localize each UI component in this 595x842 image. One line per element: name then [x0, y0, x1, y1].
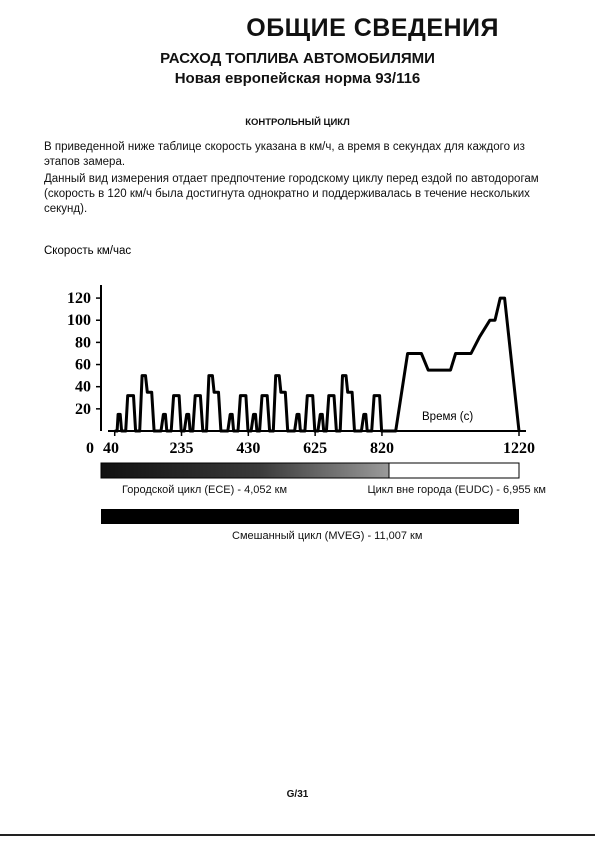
mveg-bar — [101, 509, 519, 524]
y-tick-label: 60 — [75, 356, 91, 374]
cycle-labels — [0, 484, 595, 500]
page-number: G/31 — [286, 789, 309, 800]
ece-bar — [101, 463, 389, 478]
intro-paragraph: В приведенной ниже таблице скорость указана в км/ч, а время в секундах для каждого из этапов замера. — [44, 141, 525, 168]
x-tick-label: 0 — [86, 440, 94, 457]
x-tick-label: 430 — [236, 440, 261, 457]
y-tick-label: 100 — [67, 312, 91, 330]
section-heading: КОНТРОЛЬНЫЙ ЦИКЛ — [245, 117, 350, 128]
eudc-bar — [389, 463, 519, 478]
page-bottom-rule — [0, 834, 595, 836]
norm-subtitle: Новая европейская норма 93/116 — [174, 70, 421, 87]
x-tick-label: 235 — [169, 440, 194, 457]
y-tick-label: 40 — [75, 378, 91, 396]
y-tick-label: 120 — [67, 290, 91, 308]
x-axis-label: Время (с) — [422, 411, 474, 423]
ece-label: Городской цикл (ECE) - 4,052 км — [122, 484, 288, 496]
x-axis — [86, 431, 535, 457]
y-axis — [67, 290, 101, 418]
x-tick-label: 40 — [103, 440, 119, 457]
x-tick-label: 820 — [369, 440, 394, 457]
x-tick-label: 1220 — [503, 440, 535, 457]
page-title: ОБЩИЕ СВЕДЕНИЯ — [246, 14, 499, 42]
y-tick-label: 80 — [75, 334, 91, 352]
y-axis-label: Скорость км/час — [44, 245, 132, 257]
detail-paragraph: Данный вид измерения отдает предпочтение городскому циклу перед ездой по автодорогам (скорость в 120 км/ч была достигнута однократно и поддерживалась в течение нескольких секунд). — [44, 173, 539, 215]
mveg-label: Смешанный цикл (MVEG) - 11,007 км — [232, 530, 423, 542]
document-subtitle: РАСХОД ТОПЛИВА АВТОМОБИЛЯМИ — [160, 50, 435, 67]
y-tick-label: 20 — [75, 400, 91, 418]
x-tick-label: 625 — [303, 440, 328, 457]
eudc-label: Цикл вне города (EUDC) - 6,955 км — [367, 484, 546, 496]
